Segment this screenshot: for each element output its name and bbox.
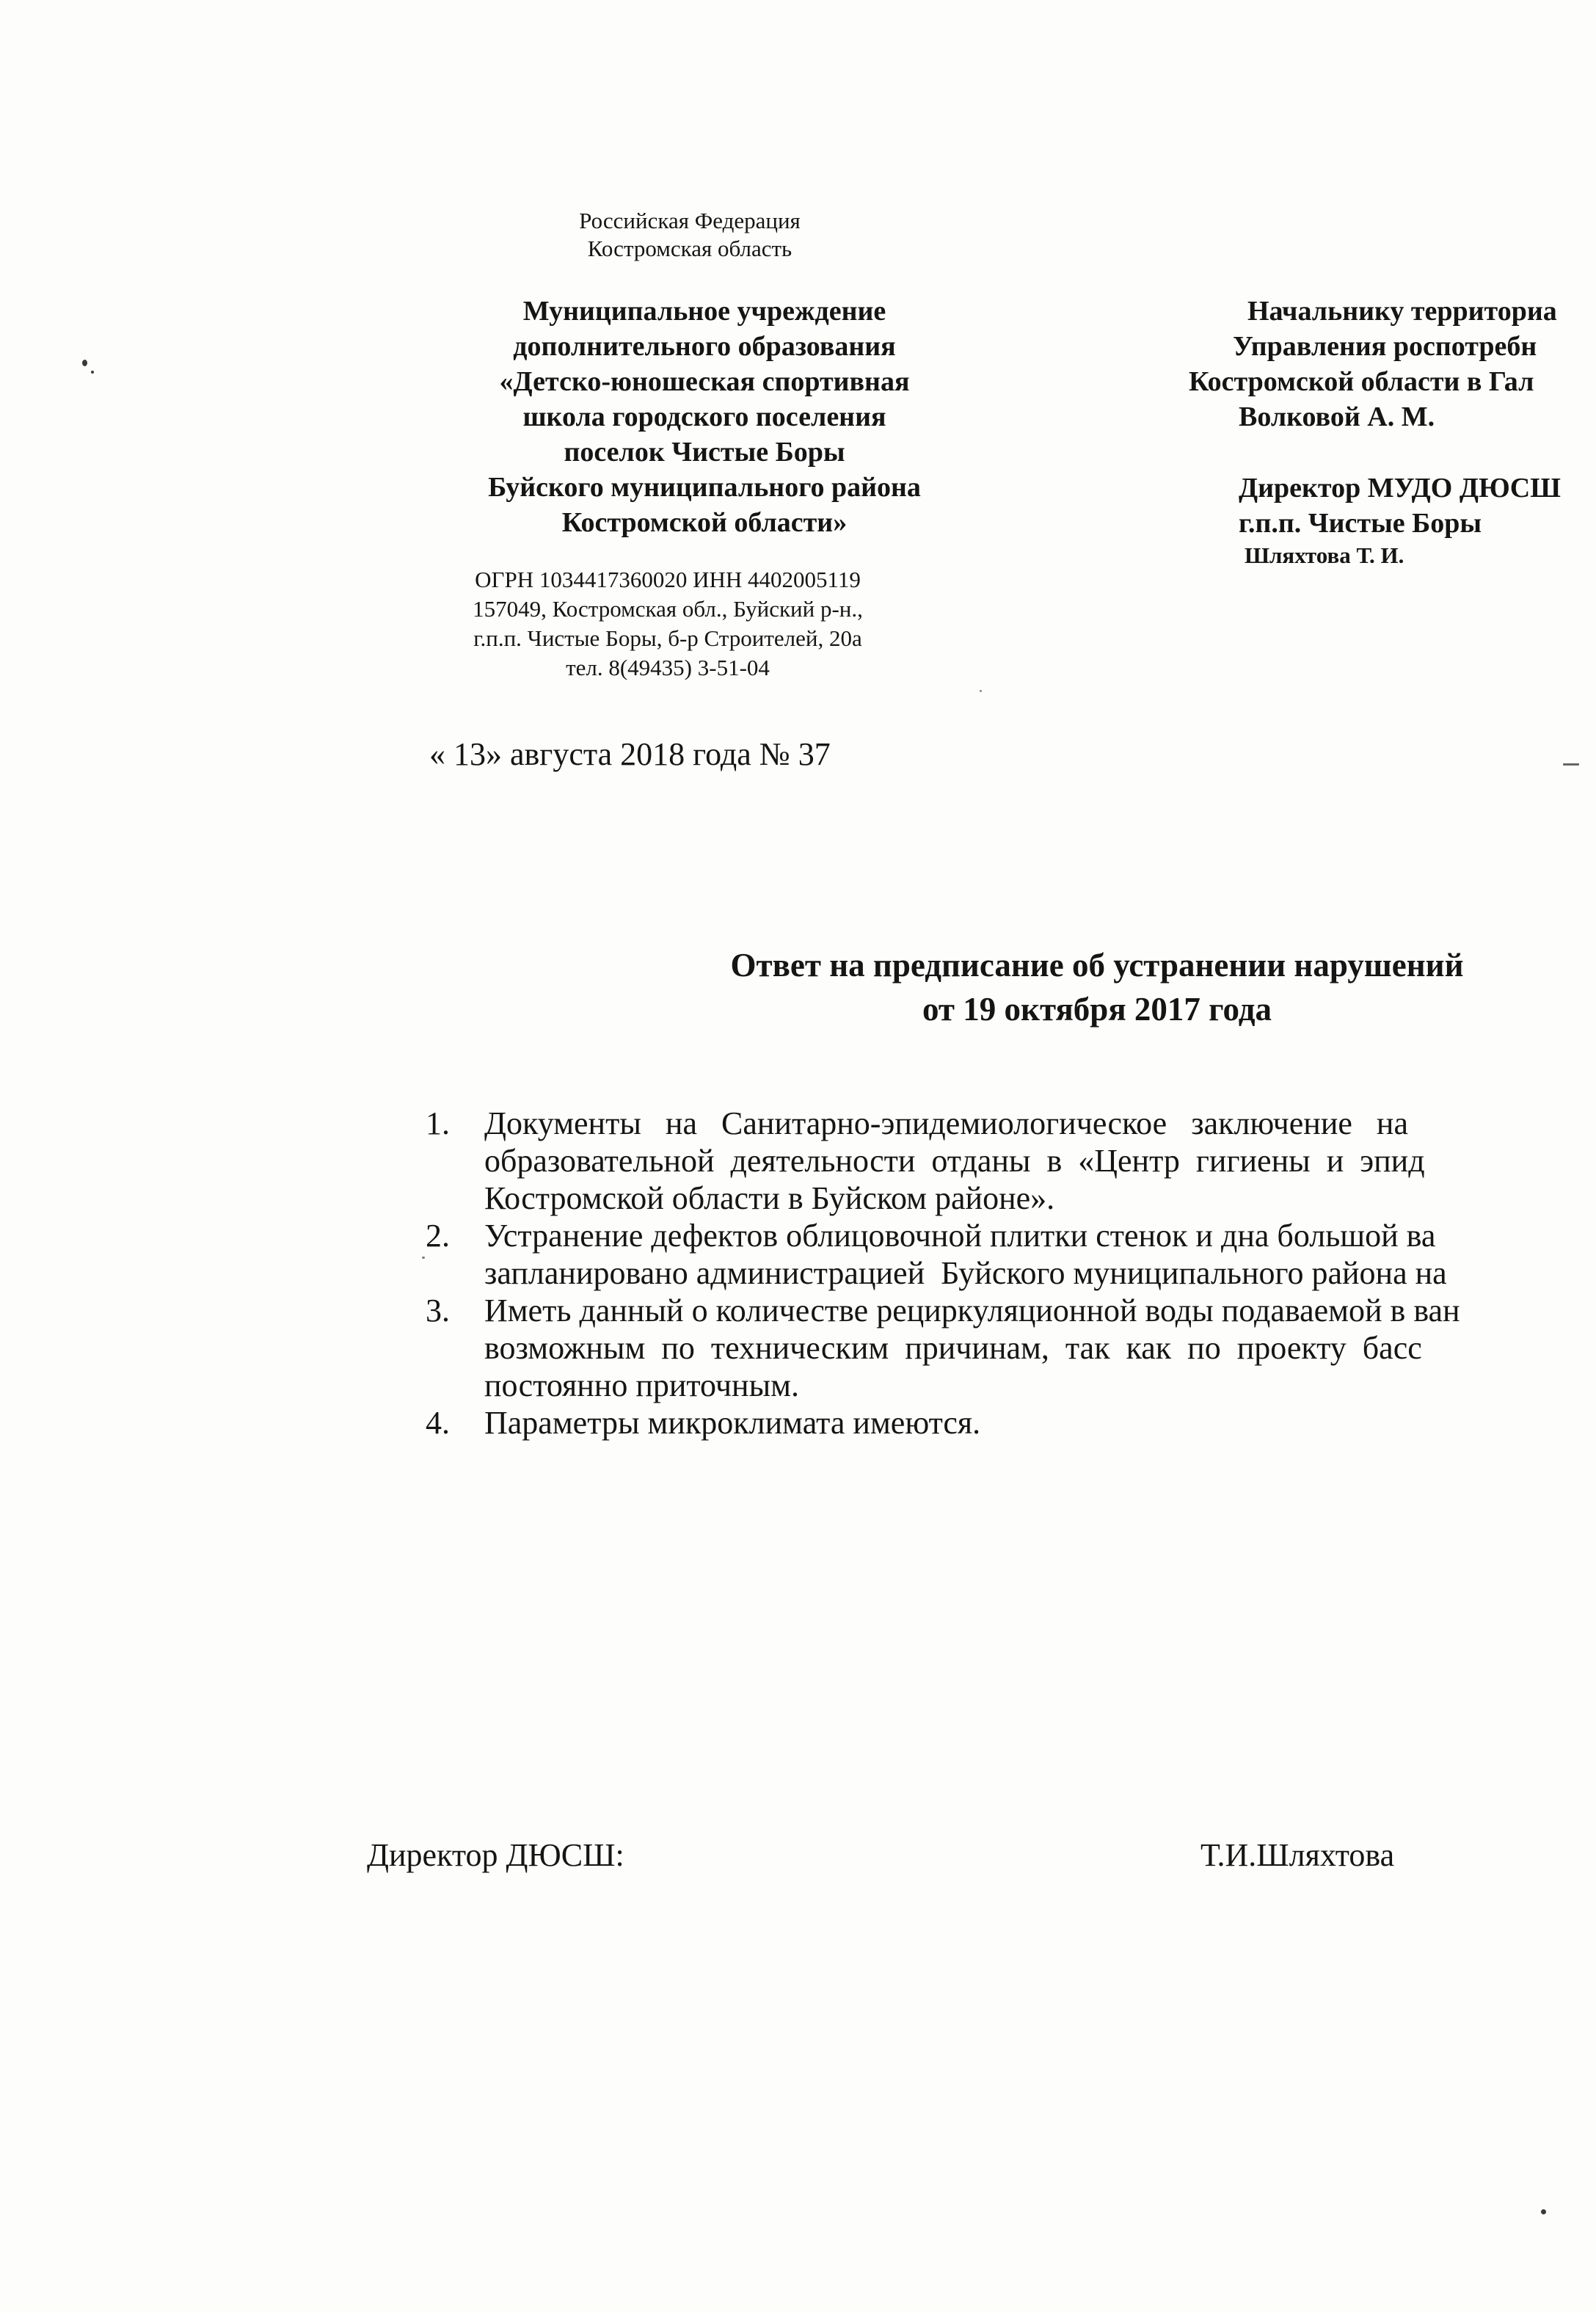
item-line: возможным по техническим причинам, так как по проекту басс xyxy=(484,1330,1422,1366)
item-number: 3. xyxy=(426,1293,450,1328)
list-item xyxy=(426,1404,1596,1442)
scan-speck xyxy=(1541,2209,1546,2214)
title-line: от 19 октября 2017 года xyxy=(922,991,1272,1028)
document-title xyxy=(631,943,1563,1031)
item-line: Костромской области в Буйском районе». xyxy=(484,1180,1055,1216)
item-line: Документы на Санитарно-эпидемиологическое заключение на xyxy=(484,1105,1408,1141)
scan-speck xyxy=(1563,763,1579,766)
item-number: 4. xyxy=(426,1405,450,1441)
org-line: Буйского муниципального района xyxy=(488,472,921,503)
org-line: Костромской области» xyxy=(561,507,848,538)
scan-speck xyxy=(82,360,87,366)
list-item xyxy=(426,1217,1596,1292)
scan-speck xyxy=(980,690,982,692)
scan-speck xyxy=(91,371,94,374)
address-line: г.п.п. Чистые Боры, б-р Строителей, 20а xyxy=(473,625,862,651)
sender-position: Директор МУДО ДЮСШ xyxy=(1239,473,1561,504)
item-number: 2. xyxy=(426,1218,450,1254)
item-line: постоянно приточным. xyxy=(484,1367,799,1403)
addressee-line: Костромской области в Гал xyxy=(1189,366,1534,397)
country-line: Российская Федерация xyxy=(579,208,801,233)
org-line: дополнительного образования xyxy=(513,331,896,362)
signature-role: Директор ДЮСШ: xyxy=(367,1837,624,1873)
ogrn-inn-line: ОГРН 1034417360020 ИНН 4402005119 xyxy=(475,567,861,592)
org-line: «Детско-юношеская спортивная xyxy=(499,366,910,397)
address-line: 157049, Костромская обл., Буйский р-н., xyxy=(473,596,863,622)
sender-name: Шляхтова Т. И. xyxy=(1245,542,1404,568)
signature-name: Т.И.Шляхтова xyxy=(1200,1837,1395,1873)
org-line: поселок Чистые Боры xyxy=(564,437,845,468)
addressee-line: Управления роспотребн xyxy=(1233,331,1537,362)
item-line: Устранение дефектов облицовочной плитки стенок и дна большой ва xyxy=(484,1218,1436,1254)
region-line: Костромская область xyxy=(587,236,792,261)
org-line: Муниципальное учреждение xyxy=(522,296,886,327)
list-item xyxy=(426,1105,1596,1217)
addressee-name: Волковой А. М. xyxy=(1239,401,1435,432)
scan-speck xyxy=(422,1257,425,1259)
addressee-line: Начальнику территориа xyxy=(1247,296,1557,327)
org-line: школа городского поселения xyxy=(522,401,886,432)
addressee-block xyxy=(1189,294,1561,570)
items-list xyxy=(426,1105,1596,1442)
letterhead-requisites xyxy=(411,565,925,683)
item-line: Иметь данный о количестве рециркуляционной воды подаваемой в ван xyxy=(484,1293,1460,1328)
letterhead-country xyxy=(514,207,866,263)
sender-location: г.п.п. Чистые Боры xyxy=(1239,508,1482,539)
document-date: « 13» августа 2018 года № 37 xyxy=(429,736,831,772)
list-item xyxy=(426,1292,1596,1404)
title-line: Ответ на предписание об устранении нарушений xyxy=(730,947,1464,984)
letterhead-organization xyxy=(411,294,998,540)
item-line: запланировано администрацией Буйского муниципального района на xyxy=(484,1255,1447,1291)
item-line: Параметры микроклимата имеются. xyxy=(484,1405,981,1441)
item-line: образовательной деятельности отданы в «Центр гигиены и эпид xyxy=(484,1143,1425,1179)
phone-line: тел. 8(49435) 3-51-04 xyxy=(566,655,770,680)
item-number: 1. xyxy=(426,1105,450,1141)
